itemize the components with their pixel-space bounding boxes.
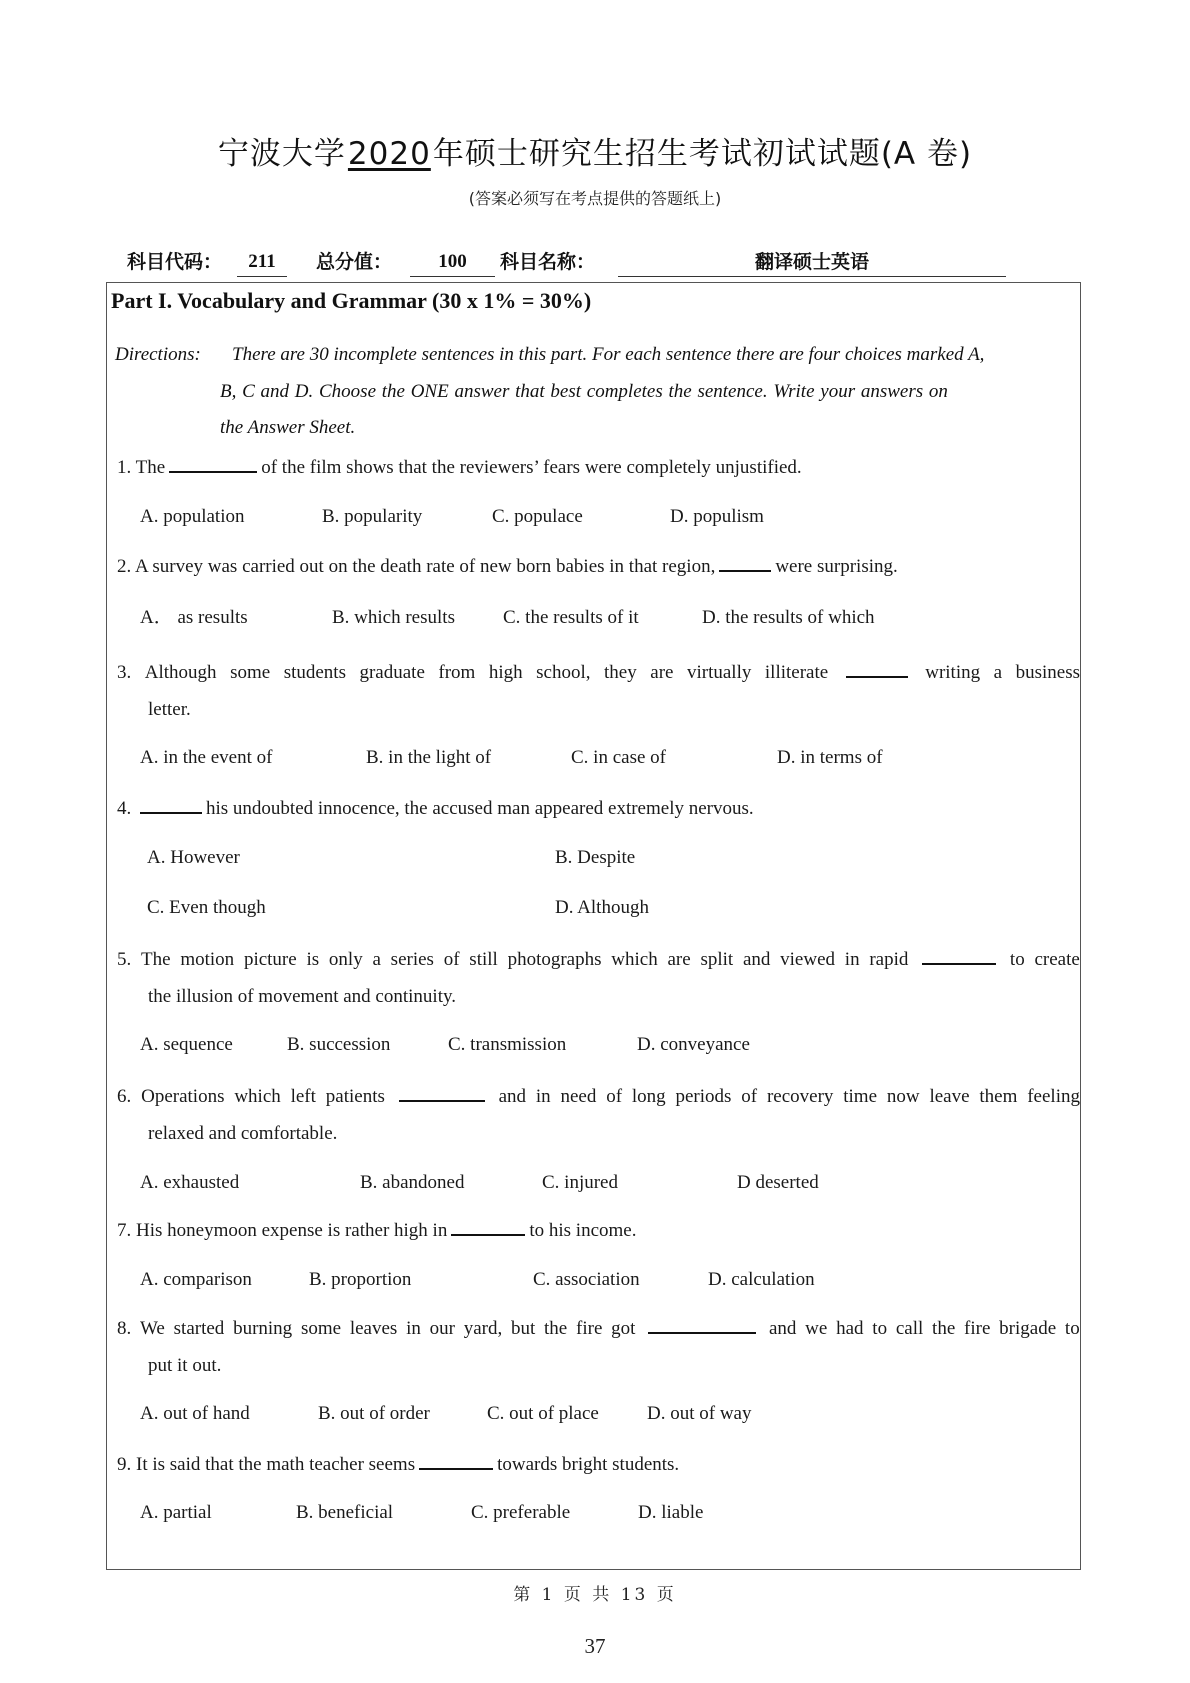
- question-number: 6.: [117, 1086, 132, 1107]
- question-6: [117, 1079, 1080, 1115]
- option-d: D. populism: [670, 506, 764, 527]
- question-number: 9.: [117, 1454, 132, 1475]
- question-text-before: The: [135, 457, 166, 478]
- directions-label: Directions:: [115, 344, 201, 365]
- question-word: yard,: [463, 1318, 503, 1339]
- question-word: fire: [964, 1318, 991, 1339]
- option-a: A． as results: [140, 607, 248, 628]
- option-a: A. in the event of: [140, 747, 273, 768]
- question-word: the: [544, 1318, 568, 1339]
- option-b: B. Despite: [555, 847, 636, 868]
- question-word: they: [604, 662, 637, 683]
- question-word: leave: [929, 1086, 970, 1107]
- total-score-value: 100: [410, 249, 495, 277]
- question-word: virtually: [686, 662, 752, 683]
- option-d: D. in terms of: [777, 747, 883, 768]
- question-word: burning: [233, 1318, 293, 1339]
- question-word: to: [1064, 1318, 1080, 1339]
- option-b: B. succession: [287, 1034, 391, 1055]
- question-word: from: [438, 662, 476, 683]
- question-word: them: [979, 1086, 1018, 1107]
- question-word: school,: [536, 662, 591, 683]
- directions-line: the Answer Sheet.: [220, 417, 356, 438]
- option-b: B. beneficial: [296, 1502, 394, 1523]
- title-year: 2020: [347, 136, 431, 172]
- question-word: and: [498, 1086, 526, 1107]
- question-word: now: [886, 1086, 920, 1107]
- option-c: C. the results of it: [503, 607, 639, 628]
- question-word: feeling: [1027, 1086, 1080, 1107]
- question-word: in: [535, 1086, 551, 1107]
- question-9: [117, 1447, 679, 1483]
- question-word: which: [611, 949, 658, 970]
- answer-blank: [169, 453, 257, 473]
- answer-blank: [419, 1450, 493, 1470]
- option-b: B. out of order: [318, 1403, 430, 1424]
- exam-subtitle: (答案必须写在考点提供的答题纸上): [468, 189, 722, 208]
- option-d: D. liable: [638, 1502, 704, 1523]
- question-word: Although: [144, 662, 217, 683]
- question-text-after: of the film shows that the reviewers’ fears were completely unjustified.: [261, 457, 802, 478]
- question-number: 8.: [117, 1318, 132, 1339]
- question-text-after: his undoubted innocence, the accused man appeared extremely nervous.: [206, 798, 754, 819]
- question-1: [117, 450, 802, 486]
- subject-code-label: 科目代码：: [127, 251, 223, 273]
- option-a: A. However: [147, 847, 240, 868]
- question-word: our: [429, 1318, 455, 1339]
- question-continuation: put it out.: [148, 1355, 222, 1376]
- option-b: B. in the light of: [366, 747, 492, 768]
- question-word: which: [234, 1086, 281, 1107]
- option-a: A. comparison: [140, 1269, 252, 1290]
- question-word: are: [667, 949, 691, 970]
- option-d: D. the results of which: [702, 607, 875, 628]
- question-text-before: A survey was carried out on the death rate of new born babies in that region,: [134, 556, 716, 577]
- option-c: C. transmission: [448, 1034, 567, 1055]
- answer-blank: [719, 552, 771, 572]
- question-word: are: [650, 662, 674, 683]
- option-a: A. out of hand: [140, 1403, 250, 1424]
- option-a: A. exhausted: [140, 1172, 240, 1193]
- question-word: we: [805, 1318, 828, 1339]
- option-a: A. partial: [140, 1502, 212, 1523]
- question-word: call: [895, 1318, 924, 1339]
- answer-blank: [140, 794, 202, 814]
- total-score-label: 总分值：: [316, 251, 393, 273]
- question-continuation: letter.: [148, 699, 191, 720]
- question-text-after: were surprising.: [775, 556, 898, 577]
- page-number: 37: [584, 1634, 606, 1658]
- subject-name-value: 翻译硕士英语: [618, 249, 1006, 277]
- question-word: business: [1015, 662, 1080, 683]
- page-info: 第 1 页 共 13 页: [513, 1585, 677, 1605]
- option-d: D. out of way: [647, 1403, 752, 1424]
- question-word: leaves: [349, 1318, 398, 1339]
- question-word: but: [510, 1318, 536, 1339]
- option-a: A. sequence: [140, 1034, 233, 1055]
- question-word: in: [844, 949, 860, 970]
- question-word: patients: [325, 1086, 385, 1107]
- question-word: the: [932, 1318, 956, 1339]
- question-continuation: relaxed and comfortable.: [148, 1123, 338, 1144]
- option-c: C. populace: [492, 506, 583, 527]
- question-word: some: [300, 1318, 342, 1339]
- question-text-before: His honeymoon expense is rather high in: [136, 1220, 448, 1241]
- question-word: periods: [675, 1086, 732, 1107]
- option-c: C. injured: [542, 1172, 618, 1193]
- option-c: C. in case of: [571, 747, 666, 768]
- option-c: C. out of place: [487, 1403, 599, 1424]
- question-word: The: [141, 949, 171, 970]
- question-word: had: [836, 1318, 864, 1339]
- option-d: D. calculation: [708, 1269, 815, 1290]
- question-word: time: [843, 1086, 878, 1107]
- question-word: is: [306, 949, 320, 970]
- question-word: got: [611, 1318, 636, 1339]
- question-5: [117, 942, 1080, 978]
- question-number: 7.: [117, 1220, 132, 1241]
- question-word: left: [290, 1086, 316, 1107]
- question-word: of: [443, 949, 460, 970]
- question-word: graduate: [359, 662, 425, 683]
- answer-blank: [922, 945, 996, 965]
- question-word: photographs: [507, 949, 602, 970]
- option-b: B. which results: [332, 607, 455, 628]
- answer-blank: [451, 1216, 525, 1236]
- question-word: a: [372, 949, 381, 970]
- question-number: 5.: [117, 949, 132, 970]
- exam-title: [0, 134, 1190, 174]
- question-word: split: [700, 949, 734, 970]
- question-word: series: [390, 949, 434, 970]
- question-word: to: [1009, 949, 1025, 970]
- option-d: D. conveyance: [637, 1034, 750, 1055]
- answer-blank: [648, 1314, 756, 1334]
- question-word: picture: [243, 949, 297, 970]
- question-word: to: [872, 1318, 888, 1339]
- question-word: and: [768, 1318, 797, 1339]
- question-word: brigade: [999, 1318, 1057, 1339]
- question-word: create: [1034, 949, 1080, 970]
- question-number: 4.: [117, 798, 132, 819]
- option-d: D deserted: [737, 1172, 819, 1193]
- question-continuation: the illusion of movement and continuity.: [148, 986, 456, 1007]
- question-text-after: towards bright students.: [497, 1454, 680, 1475]
- question-word: of: [741, 1086, 758, 1107]
- answer-blank: [846, 658, 908, 678]
- question-word: and: [742, 949, 771, 970]
- question-number: 2.: [117, 556, 132, 577]
- question-7: [117, 1213, 636, 1249]
- option-c: C. Even though: [147, 897, 266, 918]
- question-text-before: It is said that the math teacher seems: [136, 1454, 416, 1475]
- option-c: C. preferable: [471, 1502, 571, 1523]
- question-word: fire: [576, 1318, 603, 1339]
- part-title: Part I. Vocabulary and Grammar (30 x 1% = 30%): [111, 288, 592, 313]
- question-word: long: [631, 1086, 666, 1107]
- question-word: We: [140, 1318, 165, 1339]
- question-word: started: [173, 1318, 225, 1339]
- question-3: [117, 655, 1080, 691]
- question-word: still: [469, 949, 498, 970]
- question-word: of: [606, 1086, 623, 1107]
- subject-code-value: 211: [237, 249, 287, 277]
- question-word: a: [993, 662, 1003, 683]
- answer-blank: [399, 1082, 485, 1102]
- question-number: 3.: [117, 662, 132, 683]
- question-word: writing: [925, 662, 981, 683]
- question-word: illiterate: [764, 662, 829, 683]
- directions-line: B, C and D. Choose the ONE answer that best completes the sentence. Write your answers on: [220, 381, 948, 402]
- question-word: recovery: [766, 1086, 834, 1107]
- question-2: [117, 549, 898, 585]
- title-suffix: 年硕士研究生招生考试初试试题(A 卷): [432, 136, 973, 172]
- option-b: B. proportion: [309, 1269, 412, 1290]
- question-word: high: [488, 662, 523, 683]
- option-b: B. popularity: [322, 506, 423, 527]
- question-word: in: [406, 1318, 421, 1339]
- subject-name-label: 科目名称：: [500, 251, 596, 273]
- question-word: only: [328, 949, 363, 970]
- question-word: need: [560, 1086, 597, 1107]
- question-word: some: [230, 662, 271, 683]
- option-c: C. association: [533, 1269, 640, 1290]
- option-b: B. abandoned: [360, 1172, 465, 1193]
- directions-line: There are 30 incomplete sentences in this part. For each sentence there are four choices marked A,: [232, 344, 985, 365]
- question-word: students: [283, 662, 346, 683]
- option-a: A. population: [140, 506, 245, 527]
- option-d: D. Although: [555, 897, 649, 918]
- title-prefix: 宁波大学: [217, 136, 346, 172]
- question-word: motion: [180, 949, 235, 970]
- question-word: rapid: [869, 949, 909, 970]
- question-text-after: to his income.: [529, 1220, 637, 1241]
- question-8: [117, 1311, 1080, 1347]
- question-word: viewed: [780, 949, 836, 970]
- question-word: Operations: [141, 1086, 225, 1107]
- question-4: [117, 791, 754, 827]
- question-number: 1.: [117, 457, 132, 478]
